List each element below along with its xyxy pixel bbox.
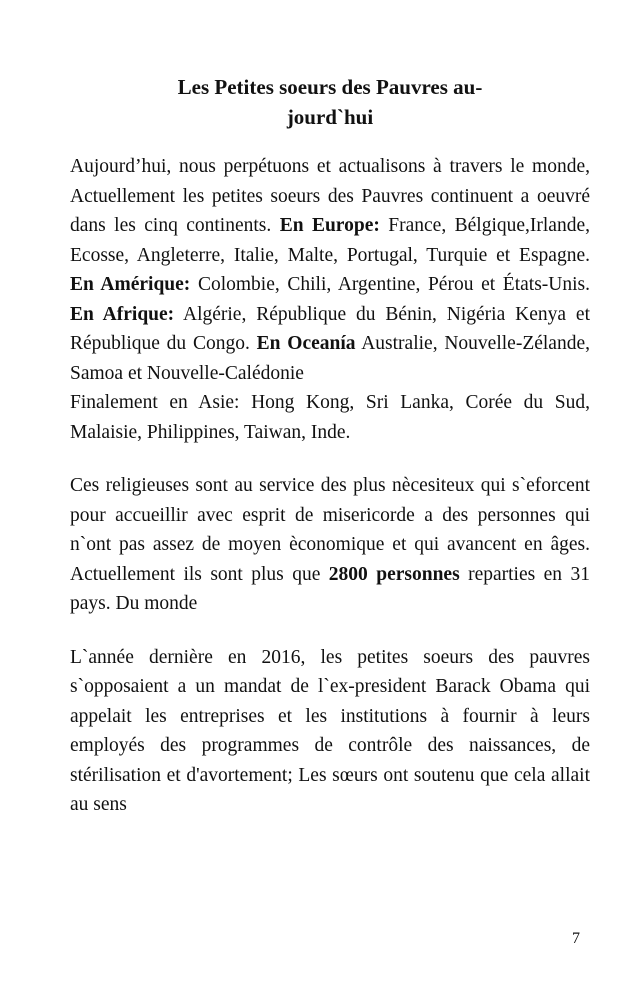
america-countries: Colombie, Chili, Argentine, Pérou et États-Unis. [190,274,590,295]
title-line-1: Les Petites soeurs des Pauvres au- [177,75,483,99]
paragraph-2016: L`année dernière en 2016, les petites soeurs des pauvres s`opposaient a un mandat de l`ex-president Barack Obama qui appelait les entreprises et les institutions à fournir à leurs employés des programmes de contrôle des naissances, de stérilisation et d'avortement; Les sœurs ont soutenu que cela allait au sens [70,646,590,815]
page-title [98,72,562,132]
paragraph-service [70,471,590,619]
paragraph-intro: Aujourd’hui, nous perpétuons et actualisons à travers le monde, Actuellement les petites soeurs des Pauvres continuent a oeuvré dans les cinq continents. [70,156,590,236]
service-text-after: reparties en 31 pays. Du monde [70,563,590,614]
africa-label: En Afrique: [70,303,175,325]
paragraph-continents [70,152,590,447]
oceania-label: En Oceanía [256,333,356,354]
page-number: 7 [572,930,580,947]
europe-label: En Europe: [279,215,380,236]
paragraph-spacer [70,619,590,643]
asia-countries: Finalement en Asie: Hong Kong, Sri Lanka, Corée du Sud, Malaisie, Philippines, Taiwan, Inde. [70,392,590,443]
europe-countries: France, Bélgique,Irlande, Ecosse, Angleterre, Italie, Malte, Portugal, Turquie et Espagne. [70,215,590,266]
america-label: En Amérique: [70,274,191,295]
service-text-before: Ces religieuses sont au service des plus nècesiteux qui s`eforcent pour accueillir avec esprit de misericorde a des personnes qui n`ont pas assez de moyen èconomique et qui avancent en âges. Actuellement ils sont plus que [70,475,590,585]
people-count-highlight: 2800 personnes [328,563,460,585]
paragraph-spacer [70,447,590,471]
title-line-2: jourd`hui [286,105,374,129]
africa-countries: Algérie, République du Bénin, Nigéria Kenya et République du Congo. [70,303,590,354]
oceania-countries: Australie, Nouvelle-Zélande, Samoa et Nouvelle-Calédonie [70,333,590,384]
